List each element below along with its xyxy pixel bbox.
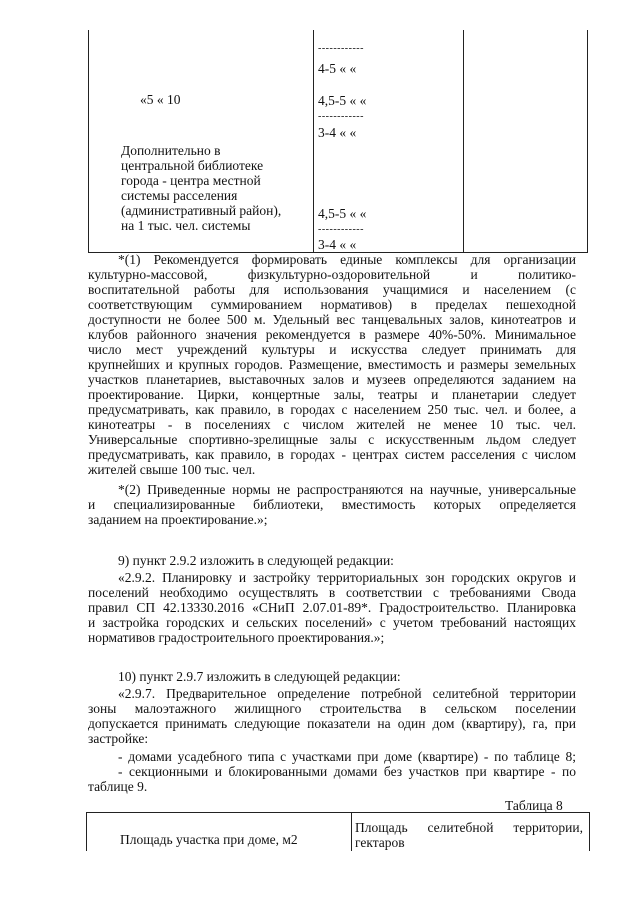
footnote-1-line: клубов районного значения рекомендуется в размере 40%-50%. Минимальное xyxy=(88,327,576,342)
footnote-1-line: крупнейших и крупных городов. Размещение, вместимость и размеры земельных xyxy=(88,357,576,372)
table-8-header-territory: Площадь селитебной территории, xyxy=(355,820,583,835)
table-column-divider xyxy=(463,30,464,252)
item-10-bullet: - домами усадебного типа с участками при доме (квартире) - по таблице 8; xyxy=(118,749,576,764)
footnote-1-line: Универсальные спортивно-зрелищные залы с искусственным льдом следует xyxy=(88,432,576,447)
value-divider-dash: ------------ xyxy=(318,43,364,54)
footnote-2-line: *(2) Приведенные нормы не распространяются на научные, универсальные xyxy=(118,482,576,497)
value-divider-dash: ------------ xyxy=(318,224,364,235)
value-cell: 4-5 « « xyxy=(318,61,357,76)
footnote-1-line: соответствующим суммированием нормативов) в пределах пешеходной xyxy=(88,297,576,312)
table-8 xyxy=(86,812,590,851)
item-9-line: и застройка городских и сельских поселений» с учетом требований настоящих xyxy=(88,615,576,630)
item-10-line: допускается принимать следующие показатели на один дом (квартиру), га, при xyxy=(88,716,576,731)
item-10-bullet: таблице 9. xyxy=(88,779,148,794)
extra-note-line: города - центра местной xyxy=(121,173,261,188)
table-column-divider xyxy=(313,30,314,252)
footnote-2-line: заданием на проектирование.»; xyxy=(88,512,268,527)
item-10-bullet: - секционными и блокированными домами без участков при квартире - по xyxy=(118,764,576,779)
footnote-1-line: предусматривать, как правило, в городах с населением 250 тыс. чел. и более, а xyxy=(88,402,576,417)
footnote-1-line: жителей свыше 100 тыс. чел. xyxy=(88,462,256,477)
footnote-1-line: кинотеатры - в поселениях с числом жителей не менее 10 тыс. чел. xyxy=(88,417,576,432)
extra-note-line: (административный район), xyxy=(121,203,282,218)
table-8-header-area: Площадь участка при доме, м2 xyxy=(120,832,298,847)
row-label: «5 « 10 xyxy=(140,92,181,107)
extra-note-line: на 1 тыс. чел. системы xyxy=(121,218,251,233)
extra-note-line: Дополнительно в xyxy=(121,143,221,158)
value-cell: 3-4 « « xyxy=(318,237,357,252)
footnote-1-line: участков планетариев, выставочных залов и музеев определяются заданием на xyxy=(88,372,576,387)
footnote-1-line: проектирование. Цирки, концертные залы, театры и планетарии следует xyxy=(88,387,576,402)
footnote-1-line: *(1) Рекомендуется формировать единые комплексы для организации xyxy=(118,252,576,267)
value-cell: 4,5-5 « « xyxy=(318,93,367,108)
item-10-line: зоны малоэтажного жилищного строительства в сельском поселении xyxy=(88,701,576,716)
norms-table-fragment xyxy=(88,30,588,253)
value-cell: 4,5-5 « « xyxy=(318,206,367,221)
extra-note-line: центральной библиотеке xyxy=(121,158,264,173)
item-9-line: нормативов градостроительного проектирования.»; xyxy=(88,630,385,645)
item-9-line: поселений необходимо осуществлять в соответствии с требованиями Свода xyxy=(88,585,576,600)
footnote-1-line: число мест учреждений культуры и искусства следует принимать для xyxy=(88,342,576,357)
table-8-header-territory-unit: гектаров xyxy=(355,835,405,850)
footnote-2-line: и специализированные библиотеки, вместимость которых определяется xyxy=(88,497,576,512)
footnote-1-line: предусматривать, как правило, в городах - центрах систем расселения с числом xyxy=(88,447,576,462)
footnote-1-line: доступности не более 500 м. Удельный вес танцевальных залов, кинотеатров и xyxy=(88,312,576,327)
item-10-line: застройке: xyxy=(88,731,149,746)
table-8-caption: Таблица 8 xyxy=(505,798,563,813)
item-10-line: «2.9.7. Предварительное определение потребной селитебной территории xyxy=(118,686,576,701)
value-divider-dash: ------------ xyxy=(318,111,364,122)
extra-note-line: системы расселения xyxy=(121,188,238,203)
footnote-1-line: воспитательной работы для использования учащимися и населением (с xyxy=(88,282,576,297)
item-9-title: 9) пункт 2.9.2 изложить в следующей редакции: xyxy=(118,553,394,568)
item-10-title: 10) пункт 2.9.7 изложить в следующей редакции: xyxy=(118,669,401,684)
item-9-line: «2.9.2. Планировку и застройку территориальных зон городских округов и xyxy=(118,570,576,585)
table-column-divider xyxy=(351,813,352,851)
item-9-line: правил СП 42.13330.2016 «СНиП 2.07.01-89*. Градостроительство. Планировка xyxy=(88,600,576,615)
value-cell: 3-4 « « xyxy=(318,125,357,140)
footnote-1-line: культурно-массовой, физкультурно-оздоровительной и политико- xyxy=(88,267,576,282)
